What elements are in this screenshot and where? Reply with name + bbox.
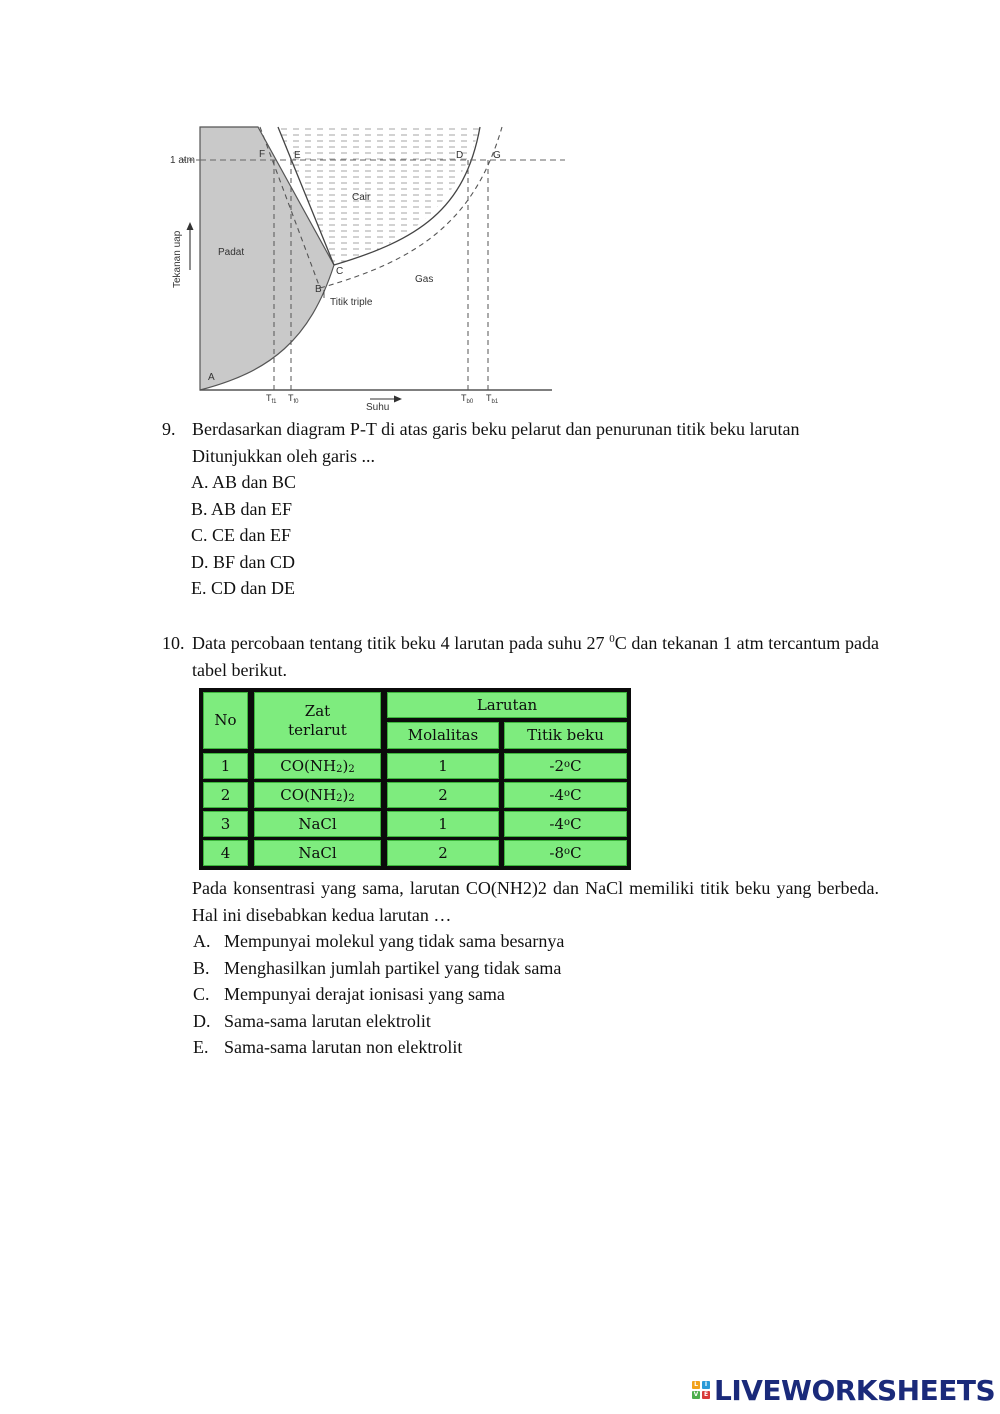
answer-options: [192, 928, 882, 1068]
table-cell-molalitas: 2: [387, 782, 499, 808]
table-cell-no: 3: [203, 811, 248, 837]
table-cell-zat: CO(NH $_2$ ) $_2$: [254, 753, 381, 779]
atm-label: 1 atm: [170, 155, 196, 166]
solid-label: Padat: [218, 247, 245, 258]
option-e[interactable]: Sama-sama larutan non elektrolit: [224, 1037, 463, 1057]
header-molalitas: Molalitas: [387, 722, 499, 749]
table-cell-no: 4: [203, 840, 248, 866]
table-cell-no: 2: [203, 782, 248, 808]
table-cell-titik: -8 $^o$ C: [504, 840, 627, 866]
question-number: 10.: [162, 633, 185, 653]
option-letter-e: E.: [193, 1037, 209, 1057]
option-letter-c: C.: [193, 984, 210, 1004]
question-9-stem: Berdasarkan diagram P-T di atas garis beku pelarut dan penurunan titik beku larutan Ditunjukkan oleh garis ...: [192, 419, 800, 466]
question-text: [192, 630, 879, 683]
table-cell-molalitas: 1: [387, 811, 499, 837]
table-cell-molalitas: 2: [387, 840, 499, 866]
header-titik-beku: Titik beku: [504, 722, 627, 749]
point-b-label: B: [315, 284, 322, 295]
table-cell-zat: NaCl: [254, 811, 381, 837]
option-letter-a: A.: [193, 931, 211, 951]
question-text: [192, 416, 882, 469]
option-d[interactable]: Sama-sama larutan elektrolit: [224, 1010, 431, 1031]
header-zat-terlarut: Zat terlarut: [254, 692, 381, 749]
table-cell-titik: -2 $^o$ C: [504, 753, 627, 779]
tick-tf1: $T_{f1}$: [266, 393, 277, 405]
option-e[interactable]: E. CD dan DE: [191, 578, 295, 598]
option-c[interactable]: C. CE dan EF: [191, 525, 292, 545]
degree-sup: 0: [609, 633, 615, 645]
freezing-point-table: [199, 688, 631, 870]
tick-tf0: $T_{f0}$: [288, 393, 299, 405]
gas-label: Gas: [415, 274, 434, 285]
y-axis-label: Tekanan uap: [172, 230, 183, 288]
tick-tb1: $T_{b1}$: [486, 393, 499, 405]
phase-diagram: [160, 120, 570, 415]
question-10-body: [192, 875, 882, 1068]
table-cell-zat: CO(NH $_2$ ) $_2$: [254, 782, 381, 808]
option-a[interactable]: Mempunyai molekul yang tidak sama besarnya: [224, 931, 565, 951]
tick-tb0: $T_{b0}$: [461, 393, 474, 405]
logo-text: LIVEWORKSHEETS: [714, 1373, 996, 1407]
header-no: No: [203, 692, 248, 749]
liveworksheets-logo[interactable]: [692, 1374, 995, 1406]
table-cell-molalitas: 1: [387, 753, 499, 779]
option-a[interactable]: A. AB dan BC: [191, 472, 297, 492]
question-number: 9.: [162, 419, 176, 439]
option-c[interactable]: Mempunyai derajat ionisasi yang sama: [224, 984, 505, 1004]
triple-point-label: Titik triple: [330, 297, 373, 308]
point-c-label: C: [336, 266, 344, 277]
question-10-stem: Pada konsentrasi yang sama, larutan CO(NH2)2 dan NaCl memiliki titik beku yang berbeda. Hal ini disebabkan kedua larutan …: [192, 878, 879, 925]
table-cell-no: 1: [203, 753, 248, 779]
answer-options: [191, 469, 296, 602]
liquid-label: Cair: [352, 192, 371, 203]
option-b[interactable]: Menghasilkan jumlah partikel yang tidak sama: [224, 957, 562, 978]
point-g-label: G: [493, 150, 501, 161]
option-letter-d: D.: [193, 1010, 211, 1031]
option-d[interactable]: D. BF dan CD: [191, 551, 296, 572]
question-10-text-a: Data percobaan tentang titik beku 4 larutan pada suhu 27: [192, 633, 610, 653]
point-a-label: A: [208, 372, 215, 383]
option-b[interactable]: B. AB dan EF: [191, 498, 293, 519]
point-f-label: F: [259, 149, 266, 160]
point-e-label: E: [294, 150, 301, 161]
table-cell-titik: -4 $^o$ C: [504, 811, 627, 837]
question-10-text-b: C dan tekanan 1 atm tercantum pada tabel berikut.: [192, 633, 879, 680]
x-axis-label: Suhu: [366, 402, 390, 413]
option-letter-b: B.: [193, 957, 210, 978]
table-cell-titik: -4 $^o$ C: [504, 782, 627, 808]
logo-blocks-icon: L I V E: [693, 1381, 709, 1398]
table-cell-zat: NaCl: [254, 840, 381, 866]
point-d-label: D: [456, 150, 464, 161]
header-larutan: Larutan: [387, 692, 627, 718]
